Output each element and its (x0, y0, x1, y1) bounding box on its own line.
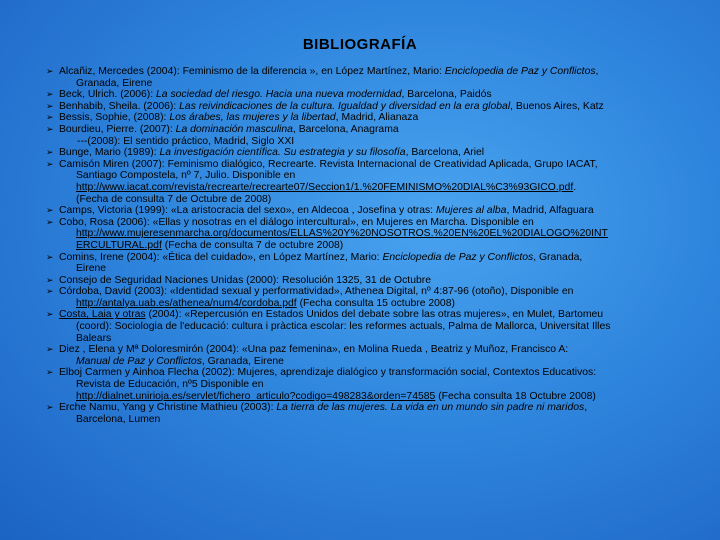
bullet-arrow-icon: ➢ (46, 205, 54, 216)
reference-item (46, 205, 694, 217)
reference-item (46, 217, 694, 252)
bullet-arrow-icon: ➢ (46, 66, 54, 76)
reference-continuation: (Fecha de consulta 7 de Octubre de 2008) (76, 193, 272, 205)
reference-item (46, 286, 694, 309)
bullet-arrow-icon: ➢ (46, 112, 54, 123)
bullet-arrow-icon: ➢ (46, 309, 54, 320)
reference-text: Consejo de Seguridad Naciones Unidas (2000): Resolución 1325, 31 de Octubre (59, 274, 431, 286)
reference-link-suffix: (Fecha de consulta 7 de octubre 2008) (161, 239, 344, 251)
reference-item (46, 367, 694, 402)
bullet-arrow-icon: ➢ (46, 251, 54, 262)
reference-title: La investigación científica. Su estrategia y su filosofía (159, 147, 406, 159)
reference-title: Enciclopedia de Paz y Conflictos (382, 251, 534, 263)
page-title: BIBLIOGRAFÍA (302, 36, 418, 53)
reference-text-suffix: , Barcelona, Paidós (401, 89, 492, 101)
reference-link[interactable]: http://dialnet.unirioja.es/servlet/fichero_articulo?codigo=498283&orden=74585 (76, 390, 436, 402)
reference-text: Bunge, Mario (1989): (59, 147, 160, 159)
reference-text: Bessis, Sophie, (2008): (59, 112, 170, 124)
reference-item (46, 89, 694, 101)
bullet-arrow-icon: ➢ (46, 147, 54, 158)
bullet-arrow-icon: ➢ (46, 286, 54, 297)
reference-link[interactable]: http://www.iacat.com/revista/recrearte/recrearte07/Seccion1/1.%20FEMINISMO%20DIAL%C3%93GICO.pdf (76, 181, 574, 193)
reference-continuation: Granada, Eirene (76, 77, 153, 89)
reference-title: Manual de Paz y Conflictos (76, 355, 202, 367)
reference-item (46, 147, 694, 159)
reference-title: Mujeres al alba (435, 205, 507, 217)
reference-item (46, 309, 694, 344)
reference-text: Córdoba, David (2003): «Identidad sexual y performatividad», Athenea Digital, nº 4:87-96 (otoño), Disponible en (59, 286, 574, 298)
reference-continuation: Balears (76, 332, 112, 344)
reference-author-link[interactable]: Costa, Laia y otras (59, 309, 146, 321)
bullet-arrow-icon: ➢ (46, 344, 54, 355)
reference-text-suffix: , Madrid, Alfaguara (506, 205, 594, 217)
reference-text-suffix: , Madrid, Alianaza (335, 112, 419, 124)
reference-text-suffix: , Barcelona, Ariel (405, 147, 485, 159)
reference-text: Cobo, Rosa (2006): «Ellas y nosotras en el diálogo intercultural», en Mujeres en Marcha. Disponible en (59, 216, 534, 228)
reference-item (46, 101, 694, 113)
reference-text-suffix: , (584, 402, 588, 414)
reference-link-suffix: (Fecha consulta 18 Octubre 2008) (435, 390, 596, 402)
reference-text-suffix: , (595, 66, 599, 77)
reference-text: Benhabib, Sheila. (2006): (59, 100, 180, 112)
bullet-arrow-icon: ➢ (46, 89, 54, 100)
reference-text-suffix: , Barcelona, Anagrama (292, 123, 399, 135)
reference-item (46, 124, 694, 136)
reference-continuation: (coord): Sociologia de l'educació: cultura i pràctica escolar: les reformes actuals, Palma de Mallorca, Universitat Illes (76, 321, 611, 333)
reference-text-suffix: , Granada, Eirene (201, 355, 284, 367)
bullet-arrow-icon: ➢ (46, 123, 54, 134)
reference-item (46, 402, 694, 425)
reference-item (46, 275, 694, 287)
reference-text: Beck, Ulrich. (2006): (59, 89, 157, 101)
reference-title: La tierra de las mujeres. La vida en un mundo sin padre ni maridos (276, 402, 585, 414)
reference-item (46, 66, 694, 89)
bullet-arrow-icon: ➢ (46, 367, 54, 378)
reference-title: Las reivindicaciones de la cultura. Igualdad y diversidad en la era global (179, 100, 511, 112)
bullet-arrow-icon: ➢ (46, 274, 54, 285)
reference-item (46, 344, 694, 367)
reference-continuation: Eirene (76, 263, 107, 275)
reference-item (46, 252, 694, 275)
reference-continuation: Santiago Compostela, nº 7, Julio. Disponible en (76, 170, 296, 182)
reference-item (46, 112, 694, 124)
reference-link[interactable]: http://www.mujeresenmarcha.org/documentos/ELLAS%20Y%20NOSOTROS.%20EN%20EL%20DIALOGO%20INT (76, 228, 608, 240)
reference-text-suffix: , Granada, (533, 251, 583, 263)
reference-title: Los árabes, las mujeres y la libertad (169, 112, 336, 124)
reference-text: Comins, Irene (2004): «Ética del cuidado», en López Martínez, Mario: (59, 251, 383, 263)
reference-text: Elboj Carmen y Ainhoa Flecha (2002): Mujeres, aprendizaje dialógico y transformación social, Contextos Educativos: (59, 367, 597, 379)
bullet-arrow-icon: ➢ (46, 402, 54, 413)
reference-text: Camisón Miren (2007): Feminismo dialógico, Recrearte. Revista Internacional de Creatividad Aplicada, Grupo IACAT, (59, 158, 598, 170)
reference-item (46, 136, 694, 148)
reference-item (46, 159, 694, 205)
reference-continuation: Revista de Educación, nº5 Disponible en (76, 379, 264, 391)
bullet-arrow-icon: ➢ (46, 216, 54, 227)
reference-text: (2004): «Repercusión en Estados Unidos del debate sobre las otras mujeres», en Mulet, Bartomeu (145, 309, 604, 321)
bullet-arrow-icon: ➢ (46, 100, 54, 111)
reference-text: ---(2008): El sentido práctico, Madrid, Siglo XXI (77, 135, 295, 147)
reference-continuation: Barcelona, Lumen (76, 413, 161, 425)
reference-text: Camps, Victoria (1999): «La aristocracia del sexo», en Aldecoa , Josefina y otras: (59, 205, 436, 217)
bibliography-list (46, 66, 694, 425)
reference-title: Enciclopedia de Paz y Conflictos (444, 66, 596, 77)
reference-link-continuation[interactable]: ERCULTURAL.pdf (76, 239, 162, 251)
reference-link-suffix: (Fecha consulta 15 octubre 2008) (296, 297, 455, 309)
reference-text: Bourdieu, Pierre. (2007): (59, 123, 176, 135)
bullet-arrow-icon: ➢ (46, 158, 54, 169)
reference-text: Alcañiz, Mercedes (2004): Feminismo de la diferencia », en López Martínez, Mario: (59, 66, 445, 77)
reference-text-suffix: , Buenos Aires, Katz (510, 100, 604, 112)
reference-link-suffix: . (573, 181, 577, 193)
reference-link[interactable]: http://antalya.uab.es/athenea/num4/cordoba.pdf (76, 297, 297, 309)
reference-text: Diez , Elena y Mª Doloresmirón (2004): «Una paz femenina», en Molina Rueda , Beatriz y Muñoz, Francisco A: (59, 344, 569, 356)
reference-title: La sociedad del riesgo. Hacia una nueva modernidad (156, 89, 402, 101)
reference-text: Erche Namu, Yang y Christine Mathieu (2003): (59, 402, 277, 414)
reference-title: La dominación masculina (175, 123, 293, 135)
